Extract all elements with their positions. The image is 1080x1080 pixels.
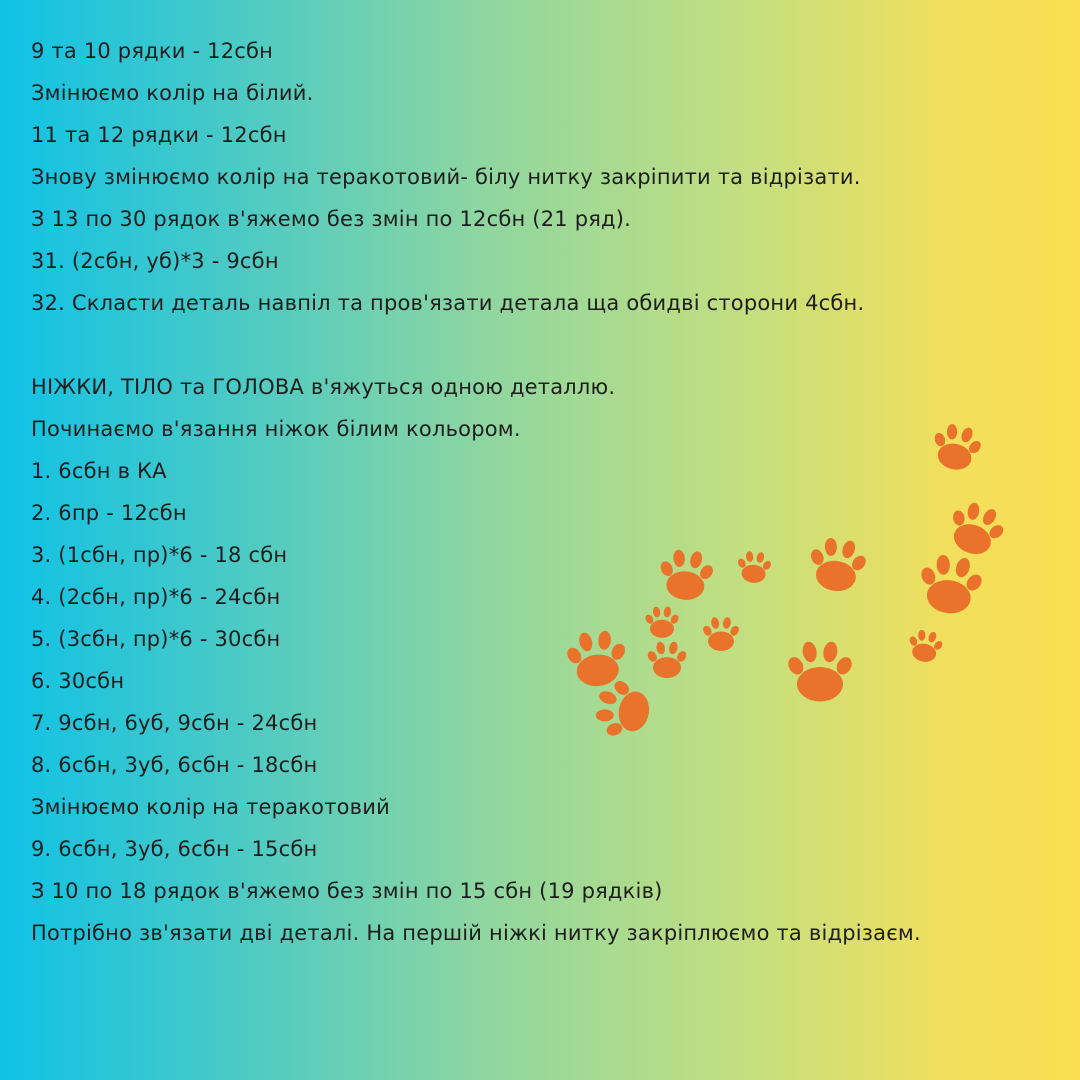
- text-line: З 10 по 18 рядок в'яжемо без змін по 15 сбн (19 рядків): [31, 879, 663, 903]
- paragraph-gap: [31, 324, 1061, 366]
- text-line: Починаємо в'язання ніжок білим кольором.: [31, 417, 521, 441]
- text-line: 32. Скласти деталь навпіл та пров'язати детала ща обидві сторони 4сбн.: [31, 291, 865, 315]
- pattern-text: [31, 30, 1061, 954]
- text-line: 7. 9сбн, 6уб, 9сбн - 24сбн: [31, 711, 318, 735]
- section-heading: НІЖКИ, ТІЛО та ГОЛОВА в'яжуться одною деталлю.: [31, 375, 616, 399]
- text-line: 2. 6пр - 12сбн: [31, 501, 187, 525]
- text-line: З 13 по 30 рядок в'яжемо без змін по 12сбн (21 ряд).: [31, 207, 632, 231]
- text-line: 4. (2сбн, пр)*6 - 24сбн: [31, 585, 281, 609]
- text-line: 3. (1сбн, пр)*6 - 18 сбн: [31, 543, 288, 567]
- text-line: Змінюємо колір на білий.: [31, 81, 314, 105]
- text-line: 5. (3сбн, пр)*6 - 30сбн: [31, 627, 281, 651]
- text-line: 8. 6сбн, 3уб, 6сбн - 18сбн: [31, 753, 318, 777]
- text-line: 9 та 10 рядки - 12сбн: [31, 39, 274, 63]
- text-line: Змінюємо колір на теракотовий: [31, 795, 390, 819]
- text-line: Знову змінюємо колір на теракотовий- білу нитку закріпити та відрізати.: [31, 165, 861, 189]
- text-line: 11 та 12 рядки - 12сбн: [31, 123, 287, 147]
- text-line: 31. (2сбн, уб)*3 - 9сбн: [31, 249, 279, 273]
- text-line: 9. 6сбн, 3уб, 6сбн - 15сбн: [31, 837, 318, 861]
- text-line: Потрібно зв'язати дві деталі. На першій ніжкі нитку закріплюємо та відрізаєм.: [31, 921, 921, 945]
- text-line: 6. 30сбн: [31, 669, 125, 693]
- text-line: 1. 6сбн в КА: [31, 459, 167, 483]
